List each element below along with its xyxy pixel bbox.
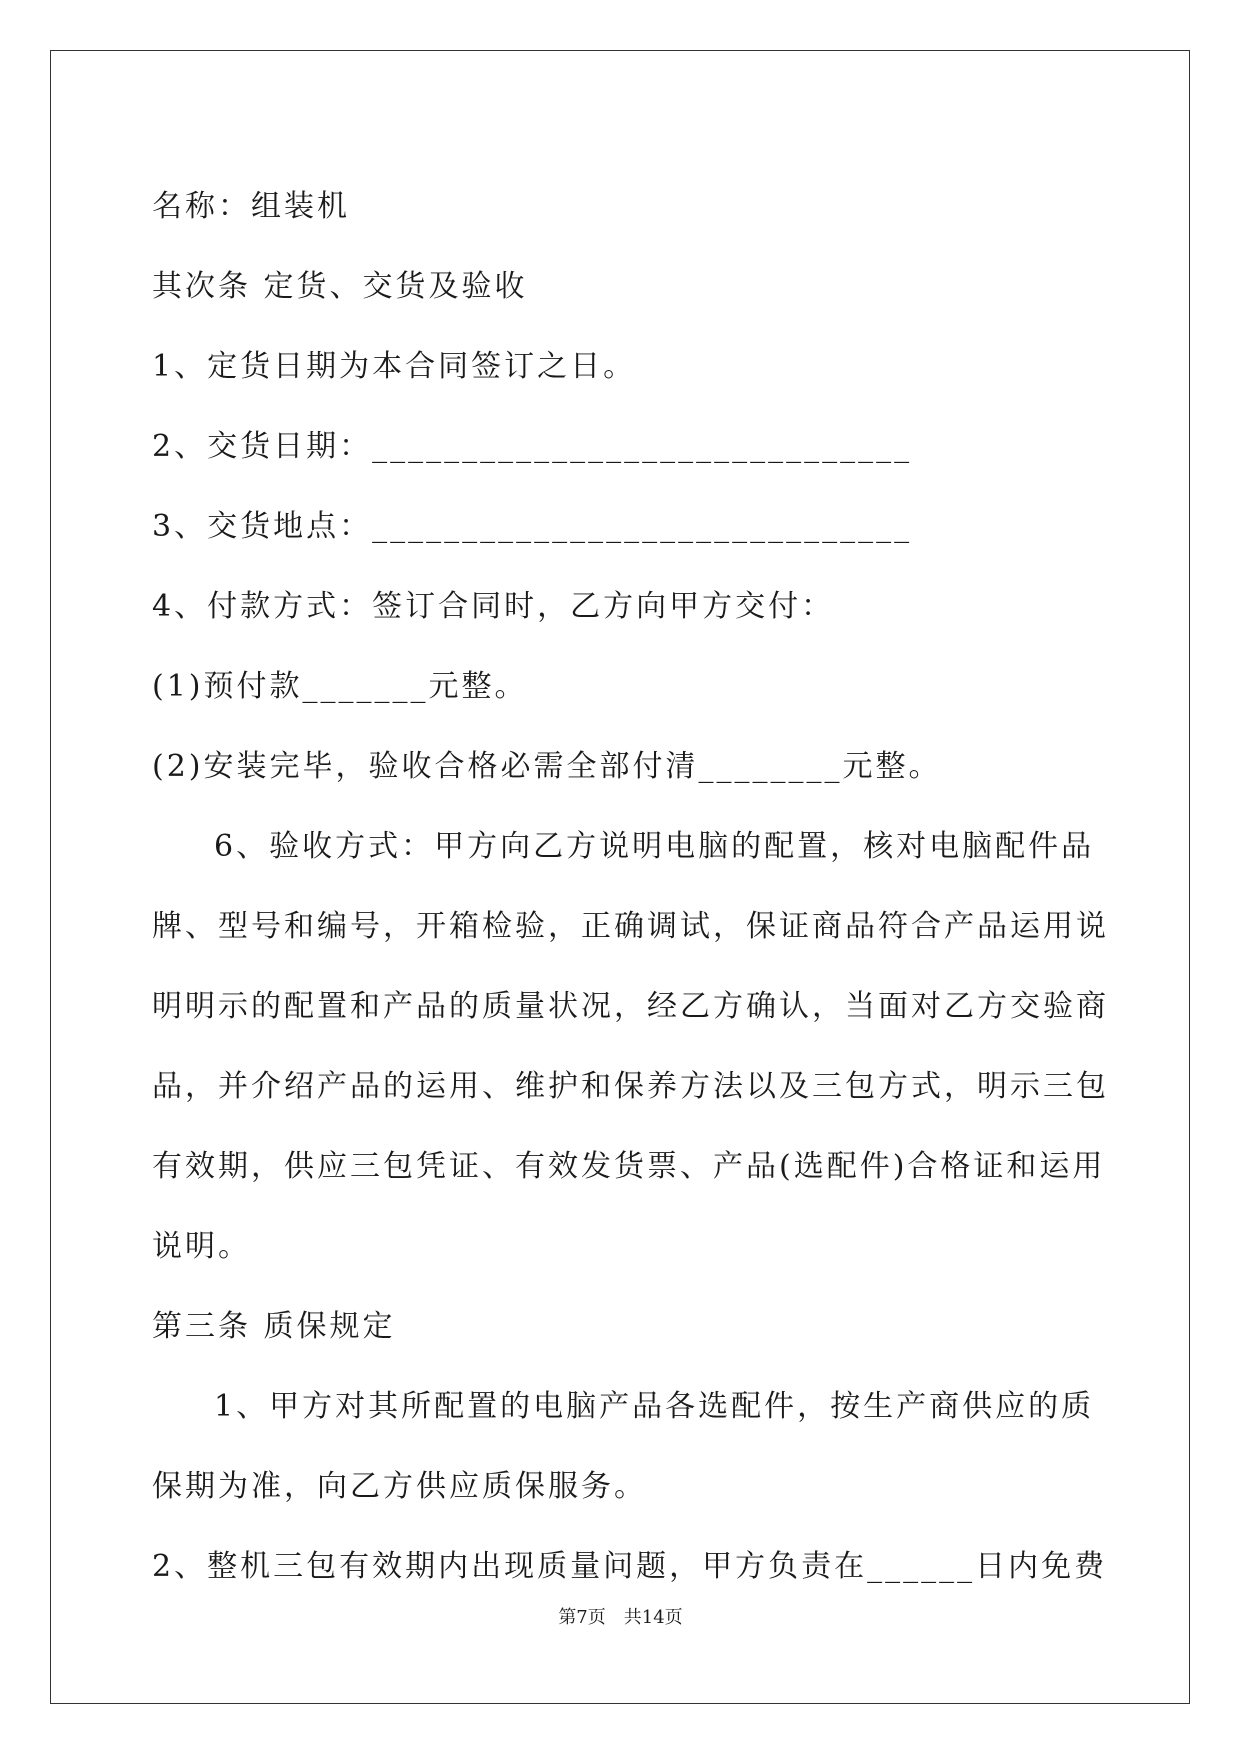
product-name-line: 名称：组装机 — [152, 189, 350, 224]
page-number: 第7页 共14页 — [558, 1607, 683, 1628]
warranty-repair-clause: 2、整机三包有效期内出现质量问题，甲方负责在______日内免费 — [152, 1549, 1108, 1584]
delivery-location-clause: 3、交货地点：______________________________ — [152, 509, 913, 544]
section-heading-warranty: 第三条 质保规定 — [152, 1309, 396, 1344]
payment-method-clause: 4、付款方式：签订合同时，乙方向甲方交付： — [152, 589, 835, 624]
order-date-clause: 1、定货日期为本合同签订之日。 — [152, 349, 637, 384]
delivery-date-clause: 2、交货日期：______________________________ — [152, 429, 913, 464]
final-payment-clause: (2)安装完毕，验收合格必需全部付清________元整。 — [152, 749, 942, 784]
section-heading-delivery: 其次条 定货、交货及验收 — [152, 269, 528, 304]
warranty-period-clause: 1、甲方对其所配置的电脑产品各选配件，按生产商供应的质保期为准，向乙方供应质保服务。 — [152, 1389, 1095, 1504]
acceptance-method-clause: 6、验收方式：甲方向乙方说明电脑的配置，核对电脑配件品牌、型号和编号，开箱检验，正确调试，保证商品符合产品运用说明明示的配置和产品的质量状况，经乙方确认，当面对乙方交验商品，并介绍产品的运用、维护和保养方法以及三包方式，明示三包有效期，供应三包凭证、有效发货票、产品(选配件)合格证和运用说明。 — [152, 829, 1109, 1264]
document-body — [152, 167, 1112, 1607]
prepayment-clause: (1)预付款_______元整。 — [152, 669, 528, 704]
